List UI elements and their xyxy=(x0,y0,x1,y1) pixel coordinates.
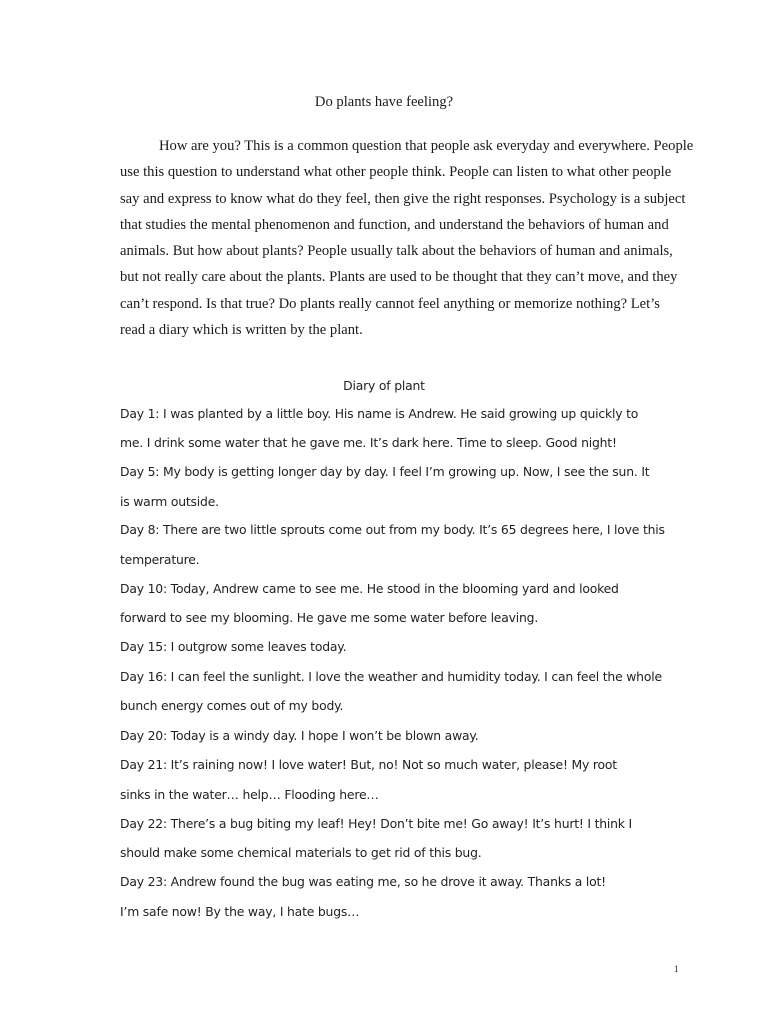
diary-title: Diary of plant xyxy=(343,378,425,393)
diary-line: Day 16: I can feel the sunlight. I love the weather and humidity today. I can feel the whole xyxy=(120,669,662,684)
paragraph-line: that studies the mental phenomenon and function, and understand the behaviors of human and xyxy=(120,217,669,233)
page-number: 1 xyxy=(674,964,679,974)
paragraph-line: How are you? This is a common question that people ask everyday and everywhere. People xyxy=(159,138,694,154)
diary-line: sinks in the water… help… Flooding here… xyxy=(120,787,379,802)
diary-line: Day 23: Andrew found the bug was eating me, so he drove it away. Thanks a lot! xyxy=(120,874,606,889)
diary-line: Day 20: Today is a windy day. I hope I won’t be blown away. xyxy=(120,728,479,743)
diary-line: Day 22: There’s a bug biting my leaf! Hey! Don’t bite me! Go away! It’s hurt! I think I xyxy=(120,816,632,831)
diary-line: forward to see my blooming. He gave me some water before leaving. xyxy=(120,610,539,625)
paragraph-line: use this question to understand what other people think. People can listen to what other people xyxy=(120,164,672,180)
diary-line: I’m safe now! By the way, I hate bugs… xyxy=(120,904,360,919)
diary-line: is warm outside. xyxy=(120,494,219,509)
diary-line: bunch energy comes out of my body. xyxy=(120,698,344,713)
diary-line: Day 15: I outgrow some leaves today. xyxy=(120,639,347,654)
paragraph-line: but not really care about the plants. Plants are used to be thought that they can’t move, and they xyxy=(120,269,678,285)
diary-line: Day 1: I was planted by a little boy. His name is Andrew. He said growing up quickly to xyxy=(120,406,639,421)
diary-line: Day 5: My body is getting longer day by day. I feel I’m growing up. Now, I see the sun. It xyxy=(120,464,650,479)
paragraph-line: read a diary which is written by the plant. xyxy=(120,322,363,338)
diary-line: Day 21: It’s raining now! I love water! But, no! Not so much water, please! My root xyxy=(120,757,617,772)
diary-line: temperature. xyxy=(120,552,200,567)
diary-line: should make some chemical materials to get rid of this bug. xyxy=(120,845,482,860)
diary-line: me. I drink some water that he gave me. It’s dark here. Time to sleep. Good night! xyxy=(120,435,617,450)
document-title: Do plants have feeling? xyxy=(314,94,454,110)
paragraph-line: say and express to know what do they feel, then give the right responses. Psychology is a subject xyxy=(120,191,686,207)
paragraph-line: animals. But how about plants? People usually talk about the behaviors of human and animals, xyxy=(120,243,673,259)
diary-line: Day 8: There are two little sprouts come out from my body. It’s 65 degrees here, I love this xyxy=(120,522,665,537)
paragraph-line: can’t respond. Is that true? Do plants really cannot feel anything or memorize nothing? Let’s xyxy=(120,296,660,312)
diary-line: Day 10: Today, Andrew came to see me. He stood in the blooming yard and looked xyxy=(120,581,619,596)
